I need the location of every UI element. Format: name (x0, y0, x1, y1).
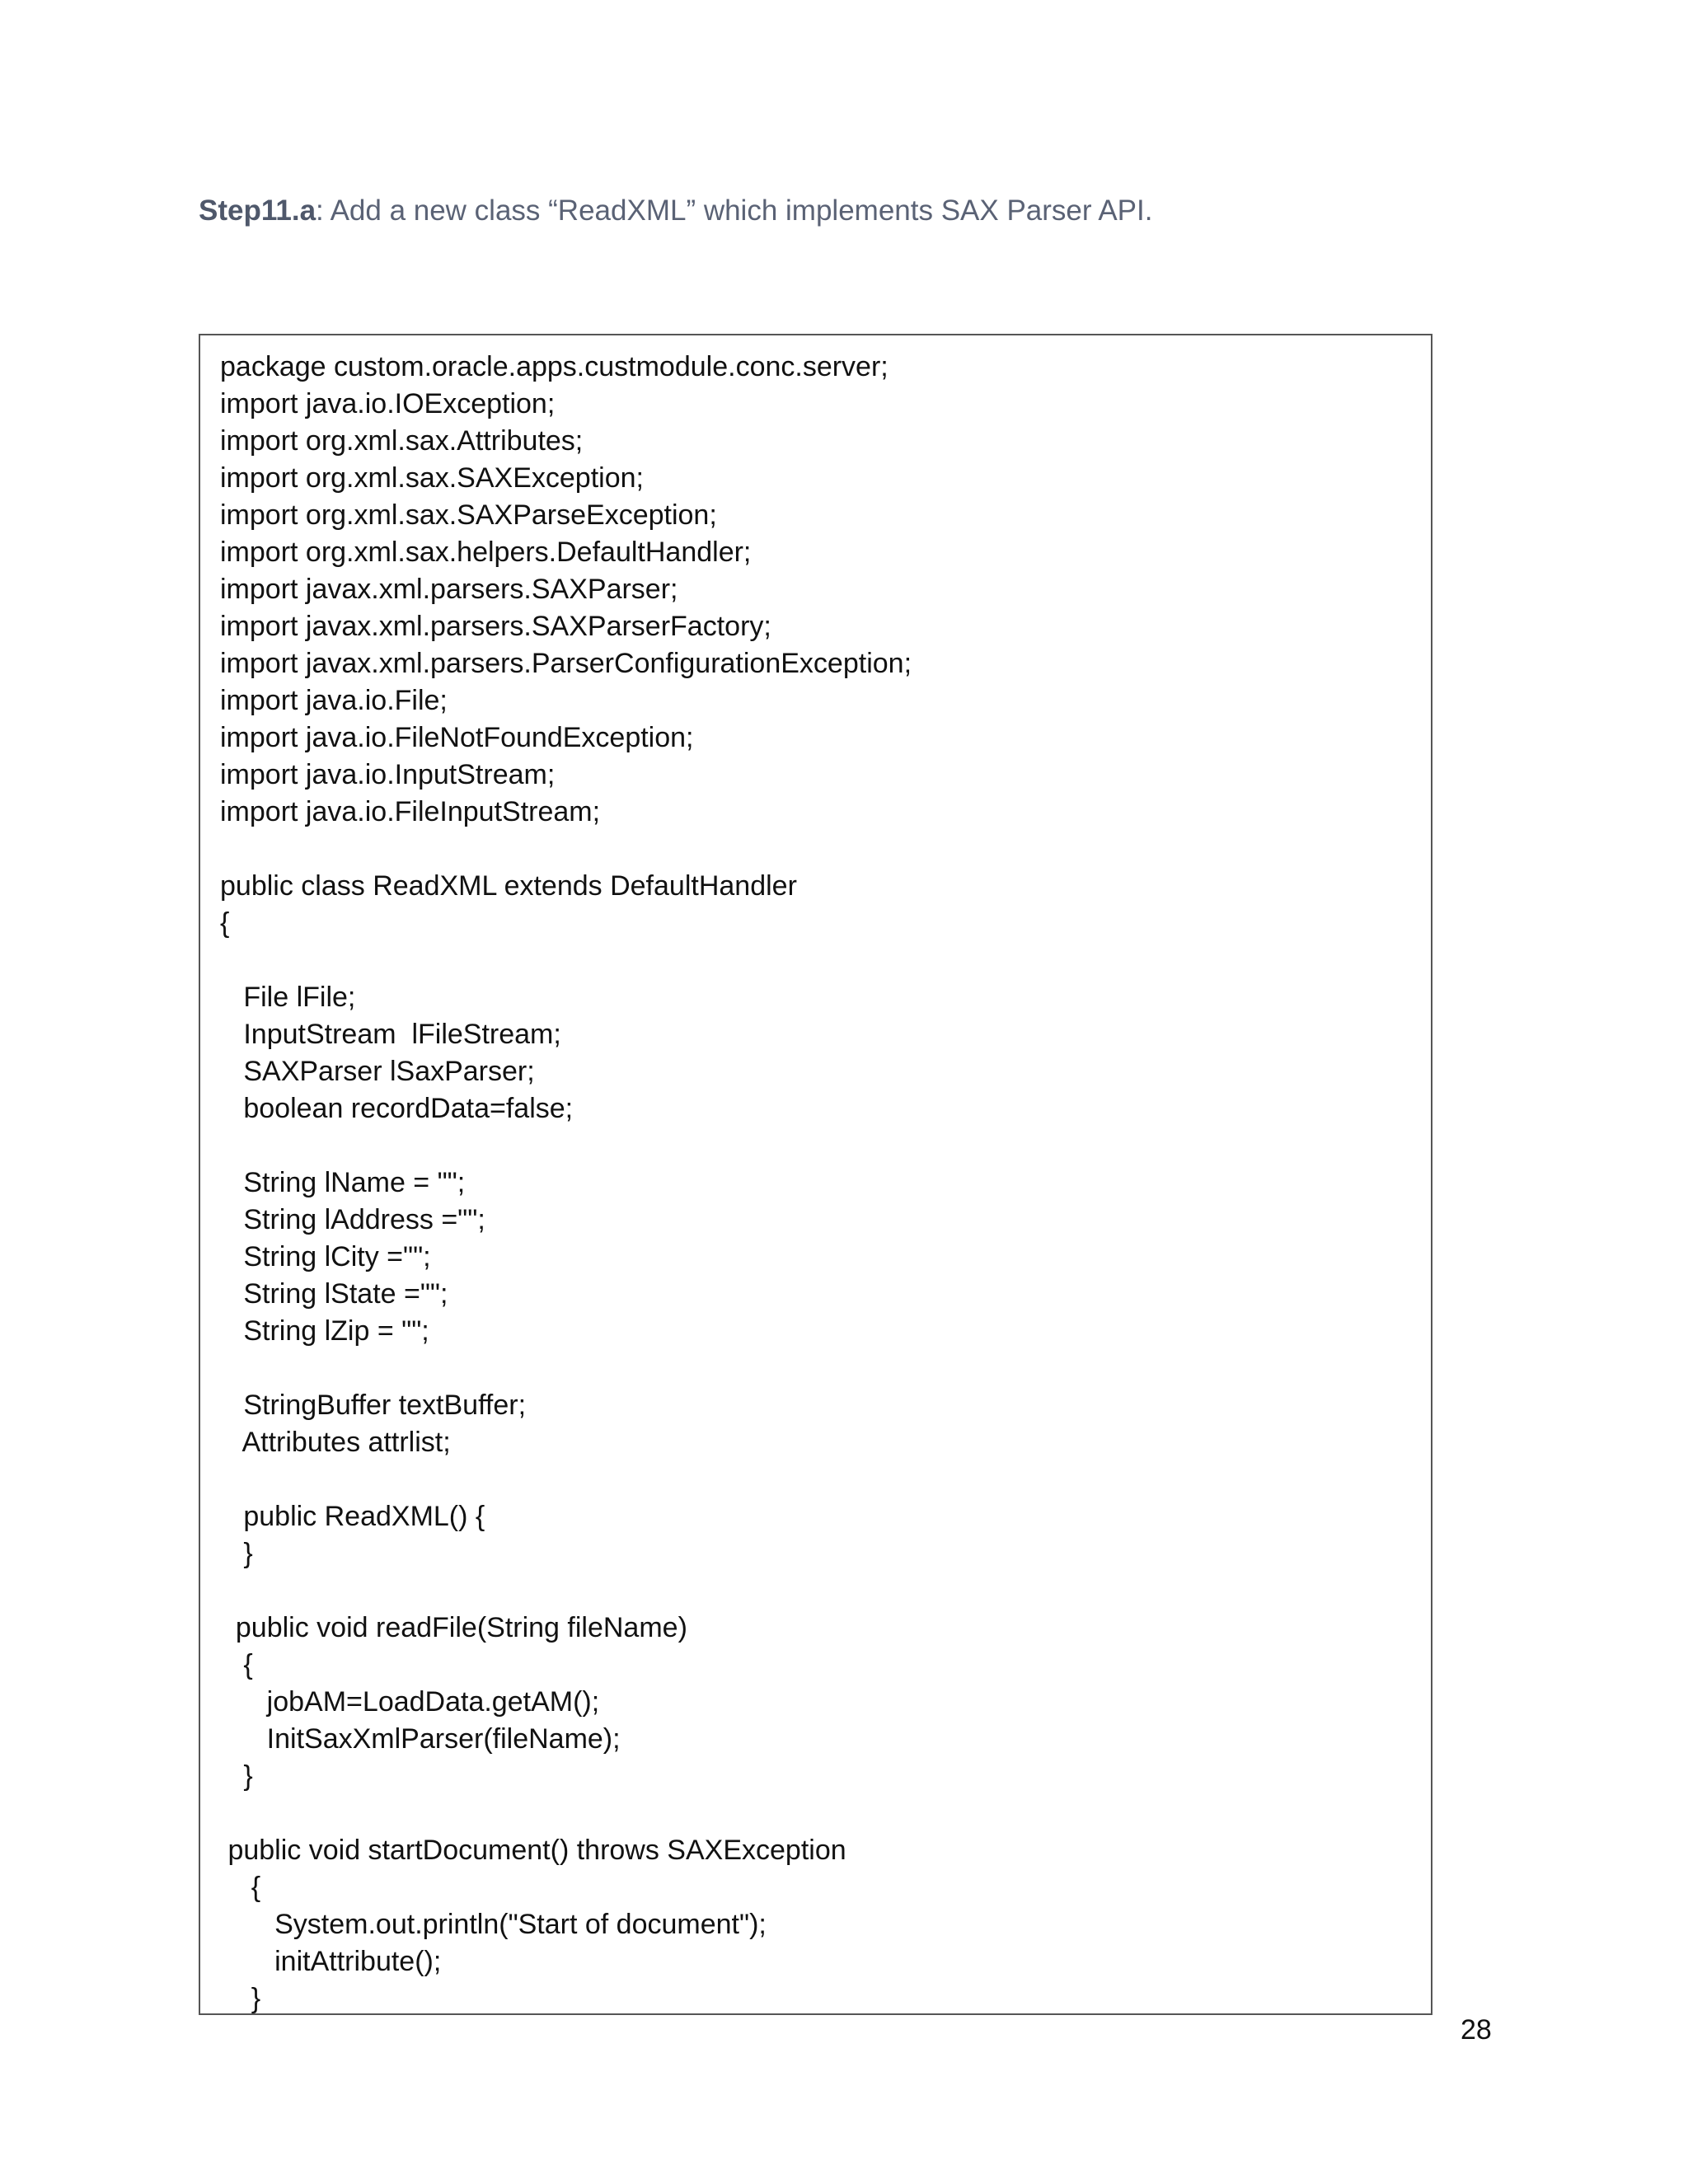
code-line: } (220, 1983, 261, 2014)
code-line: import java.io.FileNotFoundException; (220, 722, 694, 753)
step-heading (199, 194, 1152, 227)
code-line: public void startDocument() throws SAXException (220, 1835, 846, 1866)
code-line: String lCity =""; (220, 1241, 431, 1272)
code-line: package custom.oracle.apps.custmodule.conc.server; (220, 351, 889, 382)
code-line (220, 1461, 912, 1498)
code-line: import javax.xml.parsers.SAXParserFactory; (220, 611, 771, 642)
code-line: import org.xml.sax.Attributes; (220, 425, 584, 457)
code-line: System.out.println("Start of document"); (220, 1909, 767, 1940)
code-line: import java.io.IOException; (220, 388, 556, 419)
code-line: File lFile; (220, 982, 356, 1013)
code-line: import javax.xml.parsers.SAXParser; (220, 574, 678, 605)
code-lines (220, 349, 912, 2015)
code-line: SAXParser lSaxParser; (220, 1056, 535, 1087)
code-line (220, 1350, 912, 1387)
code-line: String lState =""; (220, 1278, 448, 1310)
code-line: import org.xml.sax.helpers.DefaultHandler; (220, 537, 752, 568)
code-line: jobAM=LoadData.getAM(); (220, 1686, 600, 1718)
code-line: StringBuffer textBuffer; (220, 1390, 527, 1421)
code-line: public class ReadXML extends DefaultHandler (220, 870, 797, 902)
code-block (199, 334, 1432, 2015)
code-line: } (220, 1538, 253, 1569)
code-line: { (220, 1649, 253, 1680)
code-line: Attributes attrlist; (220, 1427, 451, 1458)
code-line: { (220, 907, 230, 939)
code-line (220, 1572, 912, 1610)
code-line: import java.io.FileInputStream; (220, 796, 601, 827)
code-line: public void readFile(String fileName) (220, 1612, 687, 1643)
code-line (220, 1795, 912, 1832)
step-description: : Add a new class “ReadXML” which implements SAX Parser API. (316, 194, 1153, 227)
code-line: String lZip = ""; (220, 1315, 429, 1347)
step-label: Step11.a (199, 194, 316, 227)
code-line: String lAddress =""; (220, 1204, 485, 1235)
code-line: import org.xml.sax.SAXException; (220, 462, 644, 494)
code-line: } (220, 1760, 253, 1792)
code-line: initAttribute(); (220, 1946, 442, 1977)
code-line (220, 831, 912, 868)
code-line: boolean recordData=false; (220, 1093, 574, 1124)
code-line: import javax.xml.parsers.ParserConfigurationException; (220, 648, 912, 679)
code-line: import java.io.File; (220, 685, 448, 716)
code-line (220, 942, 912, 979)
code-line: import java.io.InputStream; (220, 759, 556, 790)
code-line (220, 1127, 912, 1165)
code-line: String lName = ""; (220, 1167, 466, 1198)
code-line: { (220, 1872, 261, 1903)
code-line: public ReadXML() { (220, 1501, 485, 1532)
code-line: InitSaxXmlParser(fileName); (220, 1723, 621, 1755)
page-number: 28 (1461, 2014, 1492, 2046)
code-line: import org.xml.sax.SAXParseException; (220, 499, 717, 531)
code-line: InputStream lFileStream; (220, 1019, 561, 1050)
